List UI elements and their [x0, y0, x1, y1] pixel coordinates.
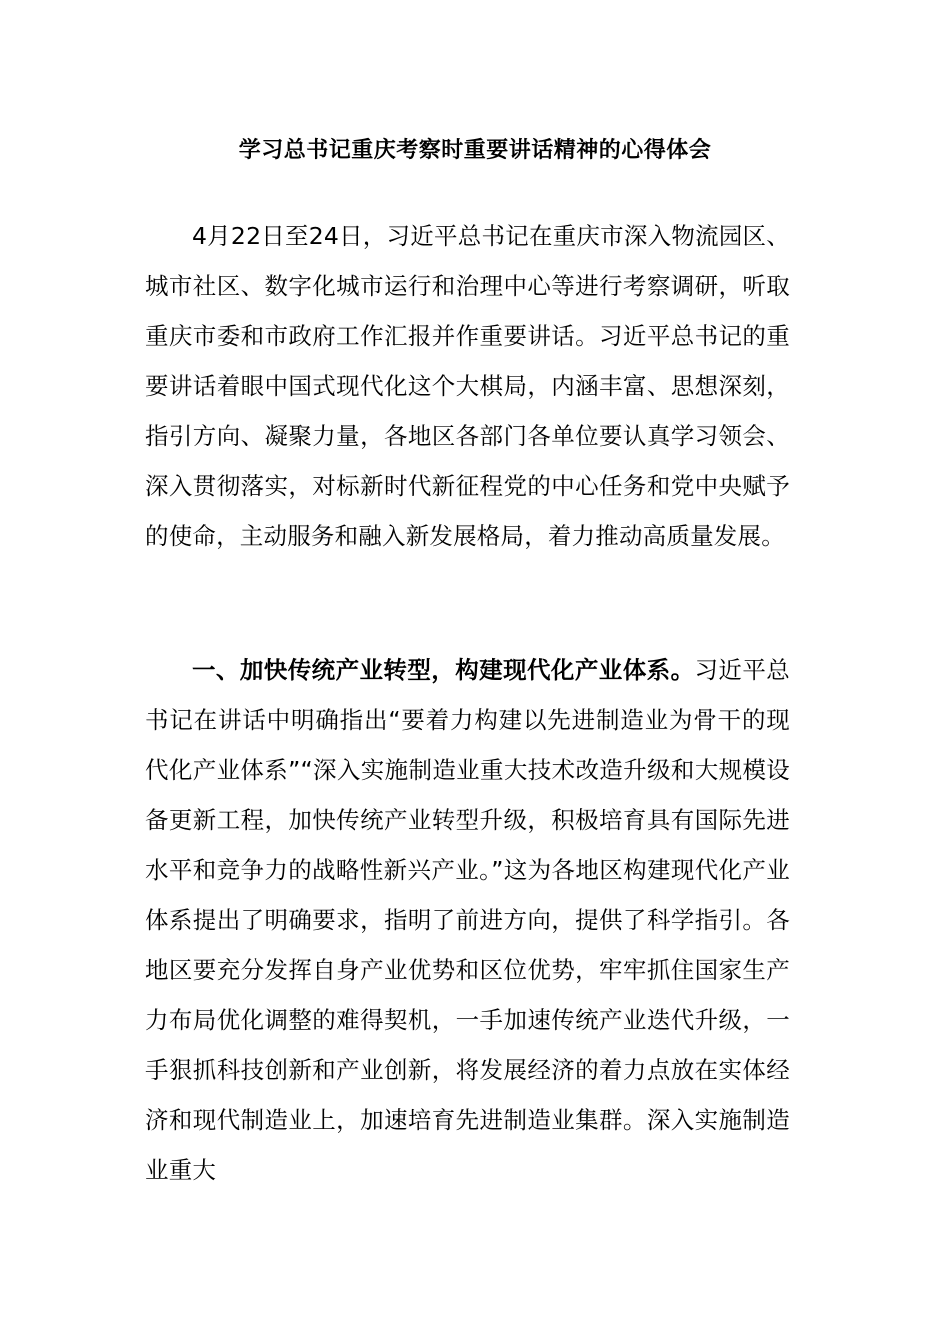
paragraph-intro	[145, 211, 790, 561]
document-title: 学习总书记重庆考察时重要讲话精神的心得体会	[238, 138, 712, 163]
section-one-heading: 一、加快传统产业转型，构建现代化产业体系。	[192, 656, 695, 684]
paragraph-section-one	[145, 645, 790, 1195]
paragraph-intro-text: 4月22日至24日，习近平总书记在重庆市深入物流园区、城市社区、数字化城市运行和治理中心等进行考察调研，听取重庆市委和市政府工作汇报并作重要讲话。习近平总书记的重要讲话着眼中国式现代化这个大棋局，内涵丰富、思想深刻，指引方向、凝聚力量，各地区各部门各单位要认真学习领会、深入贯彻落实，对标新时代新征程党的中心任务和党中央赋予的使命，主动服务和融入新发展格局，着力推动高质量发展。	[145, 222, 790, 550]
section-one-text: 习近平总书记在讲话中明确指出“要着力构建以先进制造业为骨干的现代化产业体系”“深入实施制造业重大技术改造升级和大规模设备更新工程，加快传统产业转型升级，积极培育具有国际先进水平和竞争力的战略性新兴产业。”这为各地区构建现代化产业体系提出了明确要求，指明了前进方向，提供了科学指引。各地区要充分发挥自身产业优势和区位优势，牢牢抓住国家生产力布局优化调整的难得契机，一手加速传统产业迭代升级，一手狠抓科技创新和产业创新，将发展经济的着力点放在实体经济和现代制造业上，加速培育先进制造业集群。深入实施制造业重大	[145, 656, 790, 1184]
